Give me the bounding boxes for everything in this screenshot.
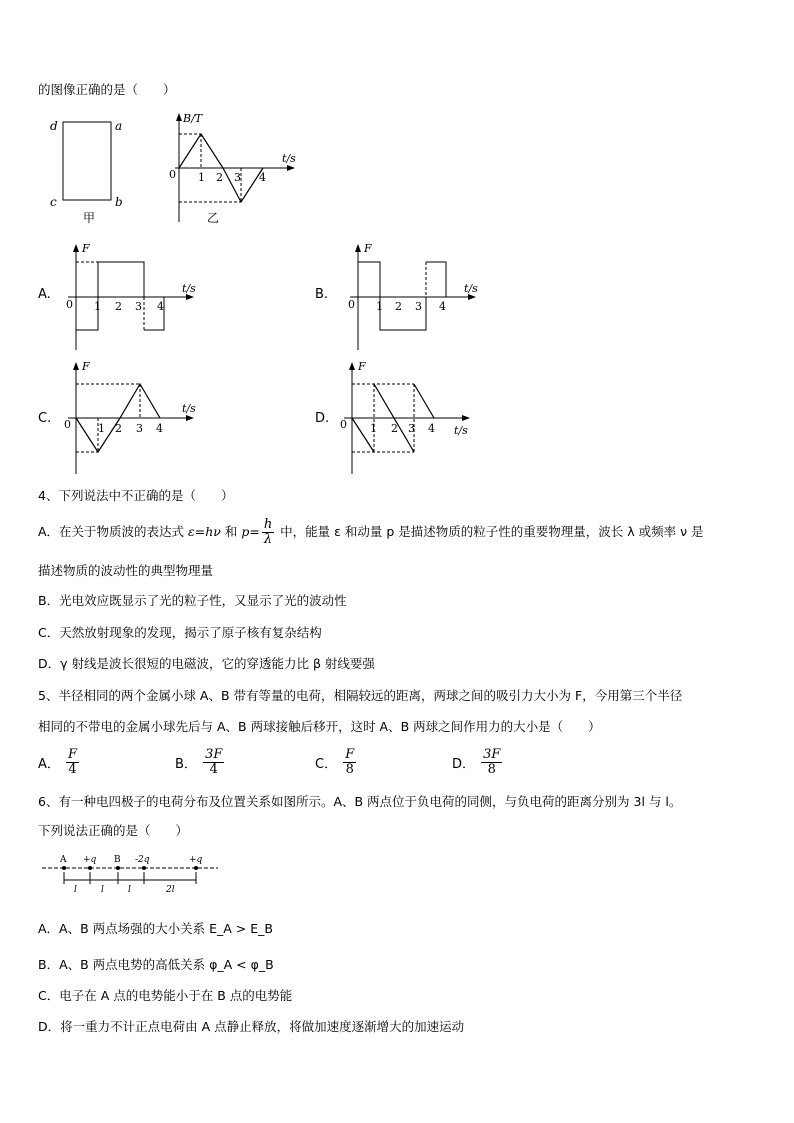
graph-b-tick-3: 3 — [415, 300, 422, 313]
q6-option-a: A．A、B 两点场强的大小关系 E_A > E_B — [38, 921, 273, 936]
graph-c-tick-1: 1 — [98, 422, 105, 435]
q5-a-den: 4 — [68, 762, 77, 777]
q5-b-fraction — [203, 748, 224, 777]
graph-a-xlabel: t/s — [182, 282, 196, 295]
q4-a-eq1: ε=hν — [188, 524, 221, 539]
jia-label-d: d — [50, 119, 58, 133]
q4-a-post: 中，能量 ε 和动量 p 是描述物质的粒子性的重要物理量，波长 λ 或频率 ν 是 — [276, 524, 704, 539]
jia-label-c: c — [50, 195, 57, 209]
q5-b-num: 3F — [205, 747, 223, 762]
graph-c-origin: 0 — [64, 418, 71, 431]
q5-line2: 相同的不带电的金属小球先后与 A、B 两球接触后移开，这时 A、B 两球之间作用力的大小是（ ） — [38, 719, 601, 734]
graph-b-origin: 0 — [348, 298, 355, 311]
graph-b-xlabel: t/s — [464, 282, 478, 295]
q5-d-fraction — [481, 748, 502, 777]
graph-c-xlabel: t/s — [182, 402, 196, 415]
graph-d-xlabel: t/s — [454, 424, 468, 437]
graph-b-tick-4: 4 — [439, 300, 446, 313]
yi-tick-4: 4 — [259, 171, 266, 184]
q4-option-a — [38, 516, 704, 548]
q4-a-p: p= — [241, 524, 260, 539]
jia-label-a: a — [115, 119, 123, 133]
q5-line1: 5、半径相同的两个金属小球 A、B 带有等量的电荷，相隔较远的距离，两球之间的吸引力大小为 F，今用第三个半径 — [38, 688, 683, 703]
q4-a-fraction — [262, 518, 274, 547]
q6-fig-label-A: A — [60, 855, 67, 865]
graph-a-tick-2: 2 — [115, 300, 122, 313]
q6-charge-figure — [40, 852, 220, 896]
q5-option-a[interactable] — [38, 748, 81, 777]
q3-graph-c[interactable] — [60, 360, 200, 478]
q6-line2: 下列说法正确的是（ ） — [38, 823, 189, 838]
graph-d-tick-2: 2 — [391, 422, 398, 435]
jia-caption: 甲 — [83, 211, 96, 224]
q3-option-d-label: D. — [315, 411, 330, 426]
q6-option-c: C．电子在 A 点的电势能小于在 B 点的电势能 — [38, 988, 293, 1003]
graph-a-tick-1: 1 — [94, 300, 101, 313]
graph-d-origin: 0 — [340, 418, 347, 431]
q5-a-fraction — [66, 748, 79, 777]
graph-d-tick-3: 3 — [408, 422, 415, 435]
graph-c-tick-3: 3 — [136, 422, 143, 435]
q4-a-mid1: 和 — [220, 524, 242, 539]
q4-option-d: D．γ 射线是波长很短的电磁波，它的穿透能力比 β 射线要强 — [38, 656, 375, 671]
q4-a-num: h — [263, 517, 273, 532]
q5-b-den: 4 — [209, 762, 218, 777]
graph-a-tick-4: 4 — [157, 300, 164, 313]
q6-fig-label-q2: -2q — [135, 855, 150, 865]
graph-c-tick-2: 2 — [115, 422, 122, 435]
q5-d-den: 8 — [487, 762, 496, 777]
yi-origin: 0 — [169, 168, 176, 181]
q5-c-fraction — [343, 748, 356, 777]
q3-stem-tail: 的图像正确的是（ ） — [38, 82, 176, 97]
q5-option-d[interactable] — [452, 748, 504, 777]
q6-option-b: B．A、B 两点电势的高低关系 φ_A < φ_B — [38, 957, 274, 972]
q6-fig-label-B: B — [114, 855, 121, 865]
graph-b-ylabel: F — [364, 242, 372, 255]
q4-stem: 4、下列说法中不正确的是（ ） — [38, 488, 234, 503]
graph-a-ylabel: F — [82, 242, 90, 255]
jia-label-b: b — [115, 195, 123, 209]
q5-c-num: F — [345, 747, 355, 762]
q5-a-label: A． — [38, 757, 60, 772]
q3-graph-d[interactable] — [336, 360, 476, 478]
graph-b-tick-1: 1 — [376, 300, 383, 313]
q3-option-c-label: C. — [38, 411, 52, 426]
graph-d-ylabel: F — [358, 360, 366, 373]
graph-b-tick-2: 2 — [395, 300, 402, 313]
graph-d-tick-4: 4 — [428, 422, 435, 435]
q5-d-num: 3F — [483, 747, 501, 762]
q4-option-a-line2: 描述物质的波动性的典型物理量 — [38, 563, 214, 578]
q4-option-c: C．天然放射现象的发现，揭示了原子核有复杂结构 — [38, 625, 322, 640]
graph-c-tick-4: 4 — [156, 422, 163, 435]
q5-a-num: F — [68, 747, 78, 762]
q4-option-b: B．光电效应既显示了光的粒子性，又显示了光的波动性 — [38, 593, 347, 608]
q6-fig-seg-3: l — [128, 885, 131, 895]
yi-xlabel: t/s — [282, 152, 296, 165]
q3-graph-b[interactable] — [342, 242, 482, 354]
figure-yi — [165, 110, 305, 226]
q6-line1: 6、有一种电四极子的电荷分布及位置关系如图所示。A、B 两点位于负电荷的同侧，与负电荷的距离分别为 3l 与 l。 — [38, 794, 682, 809]
q6-fig-seg-4: 2l — [166, 885, 175, 895]
q6-fig-label-q1: +q — [83, 855, 97, 865]
q6-fig-seg-2: l — [101, 885, 104, 895]
q4-a-den: λ — [263, 532, 273, 547]
q3-option-b-label: B. — [315, 287, 329, 302]
graph-c-ylabel: F — [82, 360, 90, 373]
q3-option-a-label: A. — [38, 287, 51, 302]
yi-caption: 乙 — [207, 211, 220, 225]
q5-d-label: D． — [452, 757, 476, 772]
q5-option-b[interactable] — [175, 748, 226, 777]
graph-a-origin: 0 — [66, 298, 73, 311]
yi-ylabel: B/T — [183, 112, 203, 125]
figure-jia — [45, 112, 135, 224]
q6-fig-label-q3: +q — [189, 855, 203, 865]
q5-option-c[interactable] — [315, 748, 358, 777]
graph-d-tick-1: 1 — [370, 422, 377, 435]
q5-b-label: B． — [175, 757, 197, 772]
yi-tick-1: 1 — [198, 171, 205, 184]
q6-fig-seg-1: l — [74, 885, 77, 895]
q5-c-den: 8 — [345, 762, 354, 777]
yi-tick-3: 3 — [234, 171, 241, 184]
q3-graph-a[interactable] — [60, 242, 200, 354]
graph-a-tick-3: 3 — [135, 300, 142, 313]
q4-a-pre: A．在关于物质波的表达式 — [38, 524, 189, 539]
yi-tick-2: 2 — [216, 171, 223, 184]
q5-c-label: C． — [315, 757, 338, 772]
q6-option-d: D．将一重力不计正点电荷由 A 点静止释放，将做加速度逐渐增大的加速运动 — [38, 1019, 465, 1034]
